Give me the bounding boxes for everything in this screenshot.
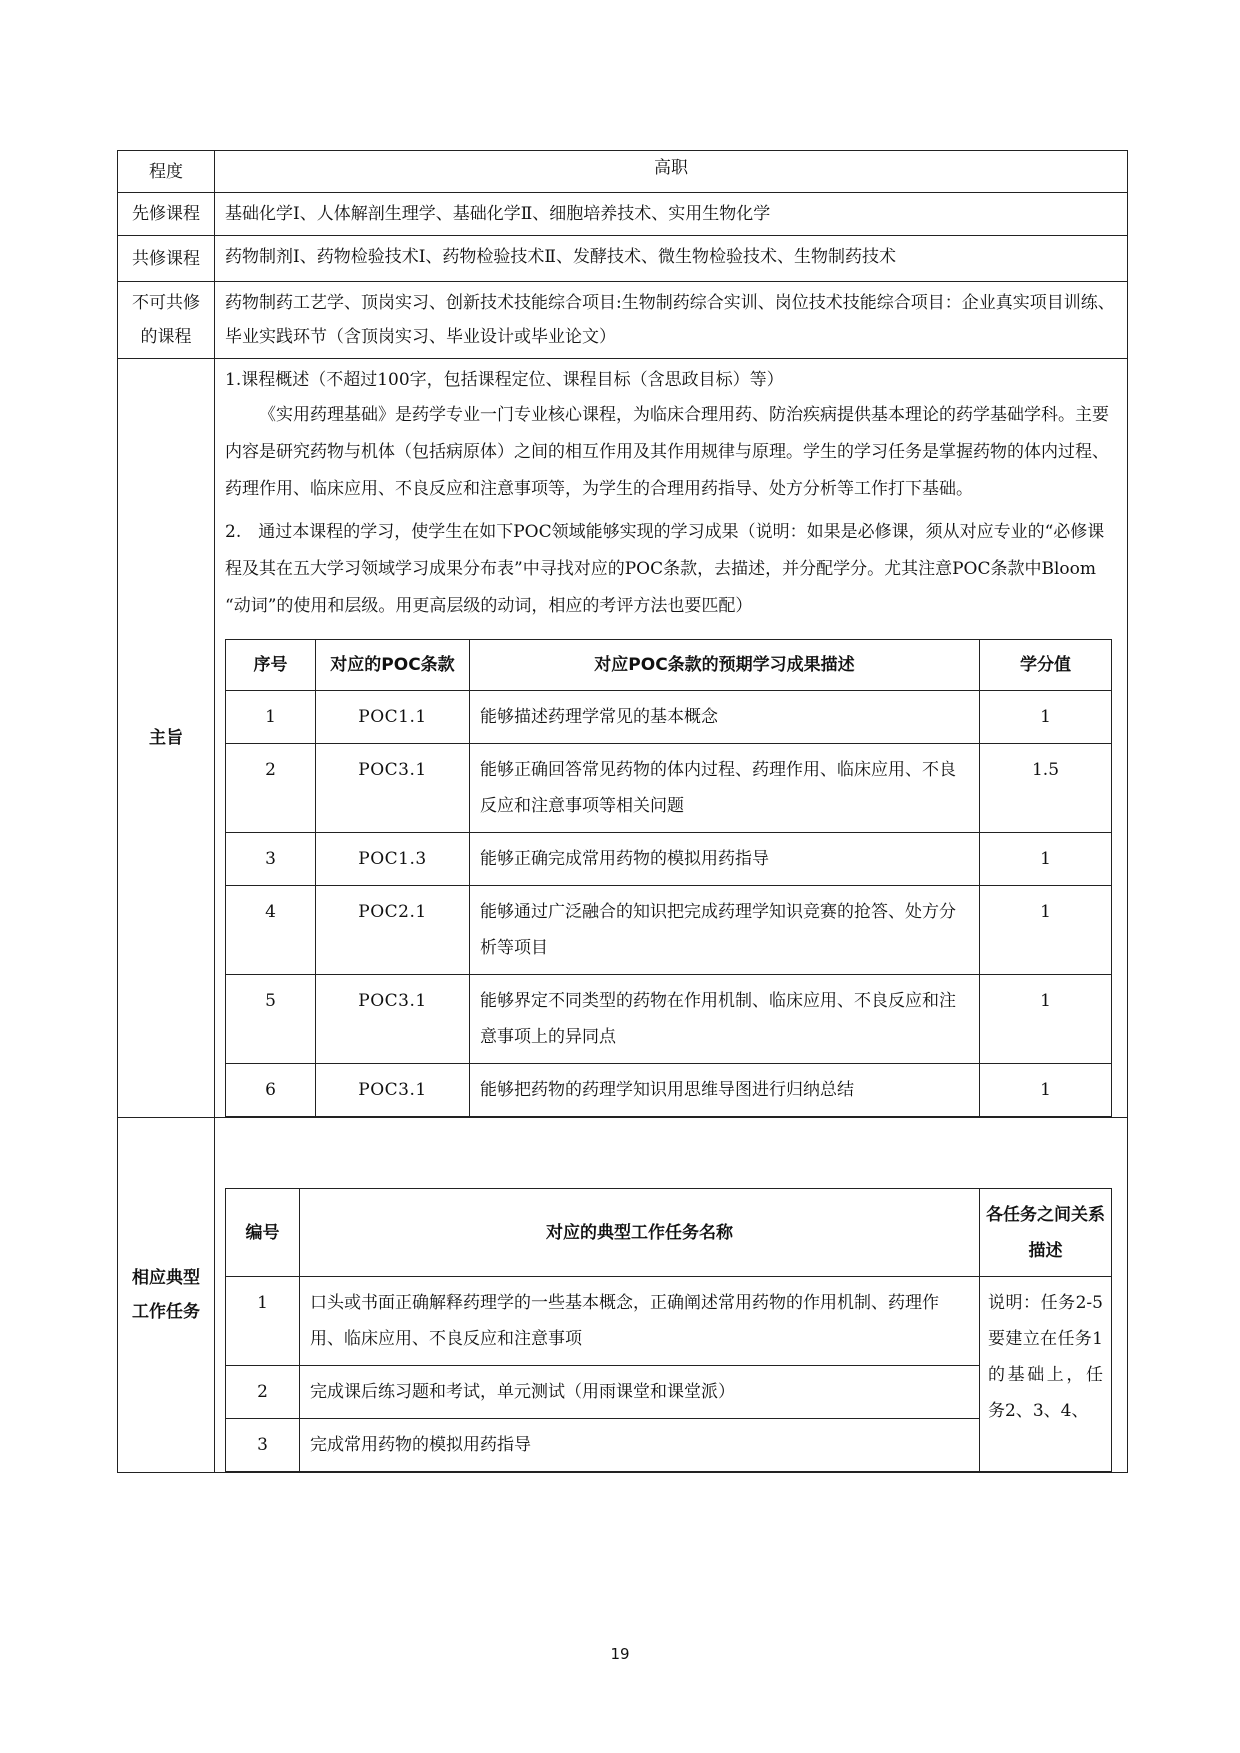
tasks-label — [118, 1118, 215, 1473]
poc-credit: 1 — [980, 691, 1112, 744]
prereq-row — [118, 193, 1128, 236]
tasks-header-row — [226, 1189, 1112, 1277]
poc-desc: 能够正确完成常用药物的模拟用药指导 — [470, 833, 980, 886]
coreq-label: 共修课程 — [118, 236, 215, 282]
poc-credit: 1.5 — [980, 744, 1112, 833]
coreq-row — [118, 236, 1128, 282]
nonco-label — [118, 282, 215, 359]
task-no: 1 — [226, 1277, 300, 1366]
poc-desc: 能够描述药理学常见的基本概念 — [470, 691, 980, 744]
table-row — [226, 1366, 1112, 1419]
tasks-header-relation: 各任务之间关系描述 — [980, 1189, 1112, 1277]
poc-no: 3 — [226, 833, 316, 886]
course-info-table — [117, 150, 1128, 1473]
poc-credit: 1 — [980, 975, 1112, 1064]
poc-credit: 1 — [980, 1064, 1112, 1117]
nonco-value: 药物制药工艺学、顶岗实习、创新技术技能综合项目:生物制药综合实训、岗位技术技能综合项目：企业真实项目训练、毕业实践环节（含顶岗实习、毕业设计或毕业论文） — [215, 282, 1128, 359]
task-name: 口头或书面正确解释药理学的一些基本概念，正确阐述常用药物的作用机制、药理作用、临床应用、不良反应和注意事项 — [300, 1277, 980, 1366]
table-row — [226, 1419, 1112, 1472]
tasks-label-line2: 工作任务 — [132, 1302, 200, 1322]
poc-desc: 能够通过广泛融合的知识把完成药理学知识竞赛的抢答、处方分析等项目 — [470, 886, 980, 975]
poc-no: 1 — [226, 691, 316, 744]
level-row — [118, 151, 1128, 193]
table-row — [226, 833, 1112, 886]
poc-code: POC1.3 — [316, 833, 470, 886]
task-no: 3 — [226, 1419, 300, 1472]
poc-credit: 1 — [980, 833, 1112, 886]
prereq-value: 基础化学Ⅰ、人体解剖生理学、基础化学Ⅱ、细胞培养技术、实用生物化学 — [215, 193, 1128, 236]
poc-intro: 2. 通过本课程的学习，使学生在如下POC领域能够实现的学习成果（说明：如果是必修课，须从对应专业的“必修课程及其在五大学习领域学习成果分布表”中寻找对应的POC条款，去描述，并分配学分。尤其注意POC条款中Bloom “动词”的使用和层级。用更高层级的动词，相应的考评方法也要匹配） — [225, 522, 1105, 616]
poc-header-desc: 对应POC条款的预期学习成果描述 — [470, 640, 980, 691]
poc-code: POC3.1 — [316, 744, 470, 833]
tasks-header-name: 对应的典型工作任务名称 — [300, 1189, 980, 1277]
nonco-row — [118, 282, 1128, 359]
poc-code: POC3.1 — [316, 1064, 470, 1117]
table-row — [226, 886, 1112, 975]
poc-header-no: 序号 — [226, 640, 316, 691]
task-name: 完成常用药物的模拟用药指导 — [300, 1419, 980, 1472]
overview-text: 《实用药理基础》是药学专业一门专业核心课程，为临床合理用药、防治疾病提供基本理论的药学基础学科。主要内容是研究药物与机体（包括病原体）之间的相互作用及其作用规律与原理。学生的学习任务是掌握药物的体内过程、药理作用、临床应用、不良反应和注意事项等，为学生的合理用药指导、处方分析等工作打下基础。 — [225, 405, 1109, 499]
poc-table — [225, 639, 1112, 1117]
table-row — [226, 1064, 1112, 1117]
level-value: 高职 — [215, 151, 1128, 193]
tasks-content — [215, 1118, 1128, 1473]
poc-header-row — [226, 640, 1112, 691]
task-no: 2 — [226, 1366, 300, 1419]
tasks-table — [225, 1188, 1112, 1472]
course-info-page — [117, 150, 1127, 1473]
purpose-row — [118, 359, 1128, 1118]
purpose-label: 主旨 — [118, 359, 215, 1118]
page-number: 19 — [610, 1645, 630, 1663]
tasks-header-no: 编号 — [226, 1189, 300, 1277]
table-row — [226, 975, 1112, 1064]
nonco-label-line2: 的课程 — [140, 327, 192, 347]
poc-desc: 能够把药物的药理学知识用思维导图进行归纳总结 — [470, 1064, 980, 1117]
poc-desc: 能够正确回答常见药物的体内过程、药理作用、临床应用、不良反应和注意事项等相关问题 — [470, 744, 980, 833]
poc-code: POC1.1 — [316, 691, 470, 744]
poc-header-credit: 学分值 — [980, 640, 1112, 691]
coreq-value: 药物制剂Ⅰ、药物检验技术Ⅰ、药物检验技术Ⅱ、发酵技术、微生物检验技术、生物制药技术 — [215, 236, 1128, 282]
poc-no: 5 — [226, 975, 316, 1064]
overview-heading: 1.课程概述（不超过100字，包括课程定位、课程目标（含思政目标）等） — [225, 370, 784, 390]
poc-desc: 能够界定不同类型的药物在作用机制、临床应用、不良反应和注意事项上的异同点 — [470, 975, 980, 1064]
poc-code: POC2.1 — [316, 886, 470, 975]
tasks-label-line1: 相应典型 — [132, 1268, 200, 1288]
poc-no: 4 — [226, 886, 316, 975]
poc-code: POC3.1 — [316, 975, 470, 1064]
poc-no: 6 — [226, 1064, 316, 1117]
purpose-content — [215, 359, 1128, 1118]
poc-no: 2 — [226, 744, 316, 833]
poc-credit: 1 — [980, 886, 1112, 975]
task-name: 完成课后练习题和考试，单元测试（用雨课堂和课堂派） — [300, 1366, 980, 1419]
nonco-label-line1: 不可共修 — [132, 293, 200, 313]
table-row — [226, 1277, 1112, 1366]
table-row — [226, 744, 1112, 833]
tasks-row — [118, 1118, 1128, 1473]
level-label: 程度 — [118, 151, 215, 193]
prereq-label: 先修课程 — [118, 193, 215, 236]
poc-header-poc: 对应的POC条款 — [316, 640, 470, 691]
table-row — [226, 691, 1112, 744]
task-relation: 说明：任务2-5要建立在任务1的基础上，任务2、3、4、 — [980, 1277, 1112, 1472]
